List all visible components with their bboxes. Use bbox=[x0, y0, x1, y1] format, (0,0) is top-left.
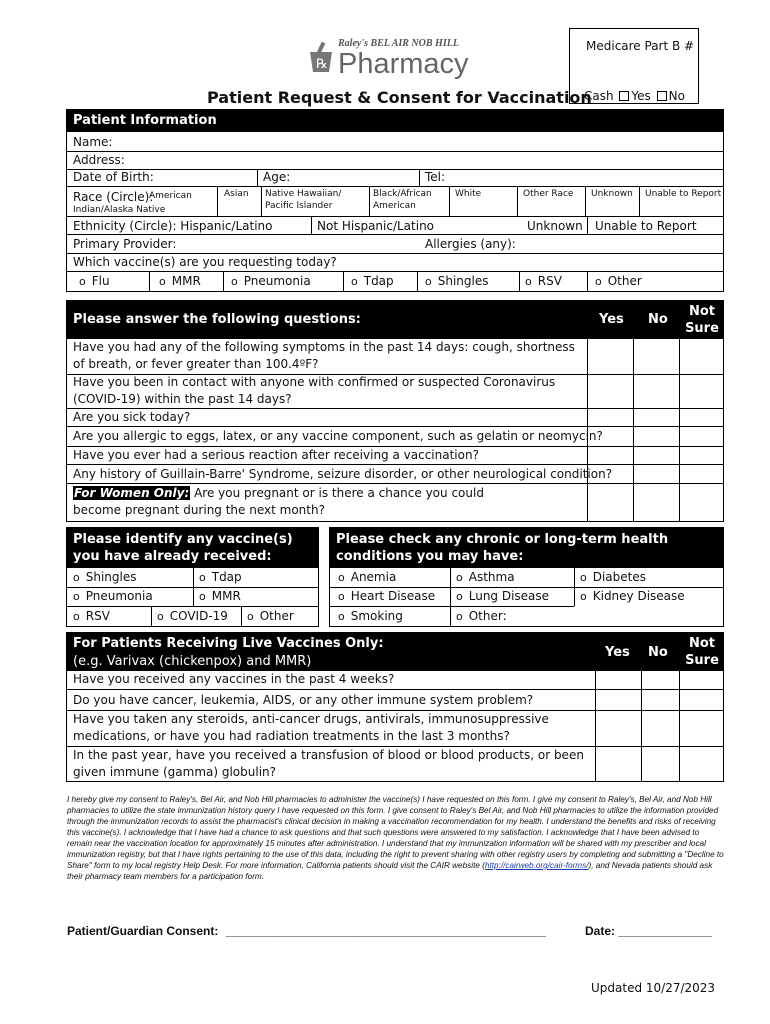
race-label: Race (Circle): bbox=[73, 190, 154, 204]
condition-heart[interactable]: o Heart Disease bbox=[338, 589, 436, 603]
ethnicity-label[interactable]: Ethnicity (Circle): Hispanic/Latino bbox=[73, 219, 273, 233]
patient-info-header-text: Patient Information bbox=[73, 113, 217, 128]
live-no-header: No bbox=[648, 645, 668, 660]
address-field[interactable]: Address: bbox=[73, 153, 125, 167]
received-other[interactable]: o Other bbox=[247, 609, 294, 623]
vaccine-option-mmr[interactable]: o MMR bbox=[159, 274, 201, 288]
pharmacy-logo bbox=[305, 38, 469, 84]
race-option-native-hawaiian[interactable]: Native Hawaiian/ Pacific Islander bbox=[265, 189, 342, 211]
live-notsure-header: Not Sure bbox=[685, 636, 719, 668]
received-header-text: Please identify any vaccine(s) you have already received: bbox=[73, 532, 293, 564]
primary-provider-field[interactable]: Primary Provider: bbox=[73, 237, 177, 251]
condition-asthma[interactable]: o Asthma bbox=[456, 570, 515, 584]
questions-no-header: No bbox=[648, 312, 668, 327]
consent-text bbox=[67, 794, 725, 882]
ethnicity-not-hispanic[interactable]: Not Hispanic/Latino bbox=[317, 219, 435, 233]
live-question-transfusion: In the past year, have you received a transfusion of blood or blood products, or been given immune (gamma) globulin? bbox=[73, 748, 584, 779]
age-field[interactable]: Age: bbox=[263, 170, 291, 184]
ethnicity-unknown[interactable]: Unknown bbox=[527, 219, 583, 233]
consent-label: Patient/Guardian Consent: bbox=[67, 924, 219, 938]
question-allergic: Are you allergic to eggs, latex, or any vaccine component, such as gelatin or neomycin? bbox=[73, 429, 603, 443]
conditions-table bbox=[329, 527, 724, 627]
medicare-label: Medicare Part B # bbox=[586, 39, 695, 53]
live-header-line2: (e.g. Varivax (chickenpox) and MMR) bbox=[73, 654, 312, 669]
condition-diabetes[interactable]: o Diabetes bbox=[580, 570, 647, 584]
consent-text-before: I hereby give my consent to Raley's, Bel Air, and Nob Hill pharmacies to administer the vaccine(s) I have requested on this form. I give my consent to Raley's, Bel Air, and Nob Hill pharmacies to utilize the state immunization history query I have requested on this form. I give consent to Raley's Bel Air, and Nob Hill pharmacies to utilize the information provided through the immunization records to assist the pharmacist's clinical decision in making a vaccination recommendation for my health. I understand the benefits and risks of receiving this vaccine(s). I acknowledge that I have had a chance to ask questions and that such questions were answered to my satisfaction. I acknowledge that I have been advised to remain near the vaccination location for approximately 15 minutes after administration. I understand that my immunization information will be shared with my prescriber and local immunization registry, but that I have rights pertaining to the use of this data, including the right to prevent sharing with other registry users by completing and submitting a "Decline to Share" form to my local registry Help Desk. For more information, California patients should visit the CAIR website ( bbox=[67, 795, 724, 870]
live-header-line1: For Patients Receiving Live Vaccines Only: bbox=[73, 636, 384, 651]
patient-info-header bbox=[67, 110, 723, 132]
received-shingles[interactable]: o Shingles bbox=[73, 570, 137, 584]
question-contact: Have you been in contact with anyone with confirmed or suspected Coronavirus (COVID-19) within the past 14 days? bbox=[73, 375, 556, 406]
received-mmr[interactable]: o MMR bbox=[199, 589, 241, 603]
condition-kidney[interactable]: o Kidney Disease bbox=[580, 589, 685, 603]
cash-label: Cash bbox=[584, 89, 614, 103]
received-covid[interactable]: o COVID-19 bbox=[157, 609, 228, 623]
questions-yes-header: Yes bbox=[599, 312, 624, 327]
signature-row bbox=[67, 924, 546, 938]
live-question-recent-vaccines: Have you received any vaccines in the past 4 weeks? bbox=[73, 672, 395, 686]
vaccine-question: Which vaccine(s) are you requesting today? bbox=[73, 255, 337, 269]
live-question-steroids: Have you taken any steroids, anti-cancer drugs, antivirals, immunosuppressive medications, or have you had radiation treatments in the last 3 months? bbox=[73, 712, 549, 743]
question-pregnant bbox=[73, 485, 513, 519]
race-option-american-indian[interactable]: American bbox=[149, 191, 192, 201]
page-title: Patient Request & Consent for Vaccination bbox=[207, 88, 592, 107]
received-table bbox=[66, 527, 319, 627]
cair-link[interactable]: http://cairweb.org/cair-forms/ bbox=[484, 861, 589, 870]
vaccine-option-shingles[interactable]: o Shingles bbox=[425, 274, 489, 288]
updated-date: Updated 10/27/2023 bbox=[591, 981, 716, 995]
race-option-white[interactable]: White bbox=[455, 189, 482, 199]
question-reaction: Have you ever had a serious reaction after receiving a vaccination? bbox=[73, 448, 479, 462]
rx-mortar-icon bbox=[307, 42, 335, 76]
vaccine-option-other[interactable]: o Other bbox=[595, 274, 642, 288]
conditions-header bbox=[330, 528, 723, 568]
women-only-text: Are you pregnant or is there a chance you could become pregnant during the next month? bbox=[73, 486, 484, 517]
received-rsv[interactable]: o RSV bbox=[73, 609, 110, 623]
date-row bbox=[585, 924, 712, 938]
date-line[interactable]: ______________ bbox=[618, 924, 712, 938]
race-option-american-indian-cont: Indian/Alaska Native bbox=[73, 205, 166, 215]
race-option-unable[interactable]: Unable to Report bbox=[645, 189, 722, 199]
conditions-header-text: Please check any chronic or long-term health conditions you may have: bbox=[336, 532, 669, 564]
ethnicity-unable[interactable]: Unable to Report bbox=[595, 219, 697, 233]
question-symptoms: Have you had any of the following symptoms in the past 14 days: cough, shortness of breath, or fever greater than 100.4ºF? bbox=[73, 340, 575, 371]
svg-text:℞: ℞ bbox=[316, 56, 328, 71]
consent-text-after: ), and Nevada patients should ask their pharmacy team members for a participation form. bbox=[67, 861, 713, 881]
cash-row bbox=[584, 89, 685, 103]
race-option-other[interactable]: Other Race bbox=[523, 189, 574, 199]
questions-table bbox=[66, 300, 724, 522]
question-guillain-barre: Any history of Guillain-Barre' Syndrome, seizure disorder, or other neurological condition? bbox=[73, 467, 613, 481]
live-vaccines-header bbox=[67, 633, 723, 671]
logo-word: Pharmacy bbox=[338, 48, 469, 80]
yes-label: Yes bbox=[631, 89, 651, 103]
logo-brands: Raley's BEL AIR NOB HILL bbox=[338, 38, 459, 49]
condition-lung[interactable]: o Lung Disease bbox=[456, 589, 550, 603]
women-only-label: For Women Only: bbox=[74, 486, 190, 500]
tel-field[interactable]: Tel: bbox=[425, 170, 446, 184]
patient-info-table bbox=[66, 109, 724, 292]
race-option-unknown[interactable]: Unknown bbox=[591, 189, 633, 199]
race-option-black[interactable]: Black/African American bbox=[373, 189, 432, 211]
live-vaccines-table bbox=[66, 632, 724, 782]
yes-checkbox[interactable] bbox=[619, 91, 629, 101]
vaccine-option-pneumonia[interactable]: o Pneumonia bbox=[231, 274, 311, 288]
consent-signature-line[interactable]: ________________________________________________ bbox=[225, 924, 547, 938]
received-header bbox=[67, 528, 318, 568]
no-label: No bbox=[668, 89, 685, 103]
race-option-asian[interactable]: Asian bbox=[224, 189, 249, 199]
dob-field[interactable]: Date of Birth: bbox=[73, 170, 154, 184]
live-yes-header: Yes bbox=[605, 645, 630, 660]
no-checkbox[interactable] bbox=[657, 91, 667, 101]
live-question-immune: Do you have cancer, leukemia, AIDS, or any other immune system problem? bbox=[73, 693, 534, 707]
condition-anemia[interactable]: o Anemia bbox=[338, 570, 397, 584]
received-pneumonia[interactable]: o Pneumonia bbox=[73, 589, 153, 603]
condition-other[interactable]: o Other: bbox=[456, 609, 507, 623]
date-label: Date: bbox=[585, 924, 616, 938]
question-sick: Are you sick today? bbox=[73, 410, 191, 424]
vaccine-option-rsv[interactable]: o RSV bbox=[525, 274, 562, 288]
condition-smoking[interactable]: o Smoking bbox=[338, 609, 403, 623]
vaccine-option-flu[interactable]: o Flu bbox=[79, 274, 110, 288]
received-tdap[interactable]: o Tdap bbox=[199, 570, 242, 584]
questions-header-text: Please answer the following questions: bbox=[73, 312, 361, 327]
questions-notsure-header: Not Sure bbox=[685, 304, 719, 336]
name-field[interactable]: Name: bbox=[73, 135, 113, 149]
vaccine-option-tdap[interactable]: o Tdap bbox=[351, 274, 394, 288]
questions-header bbox=[67, 301, 723, 339]
allergies-field[interactable]: Allergies (any): bbox=[425, 237, 516, 251]
